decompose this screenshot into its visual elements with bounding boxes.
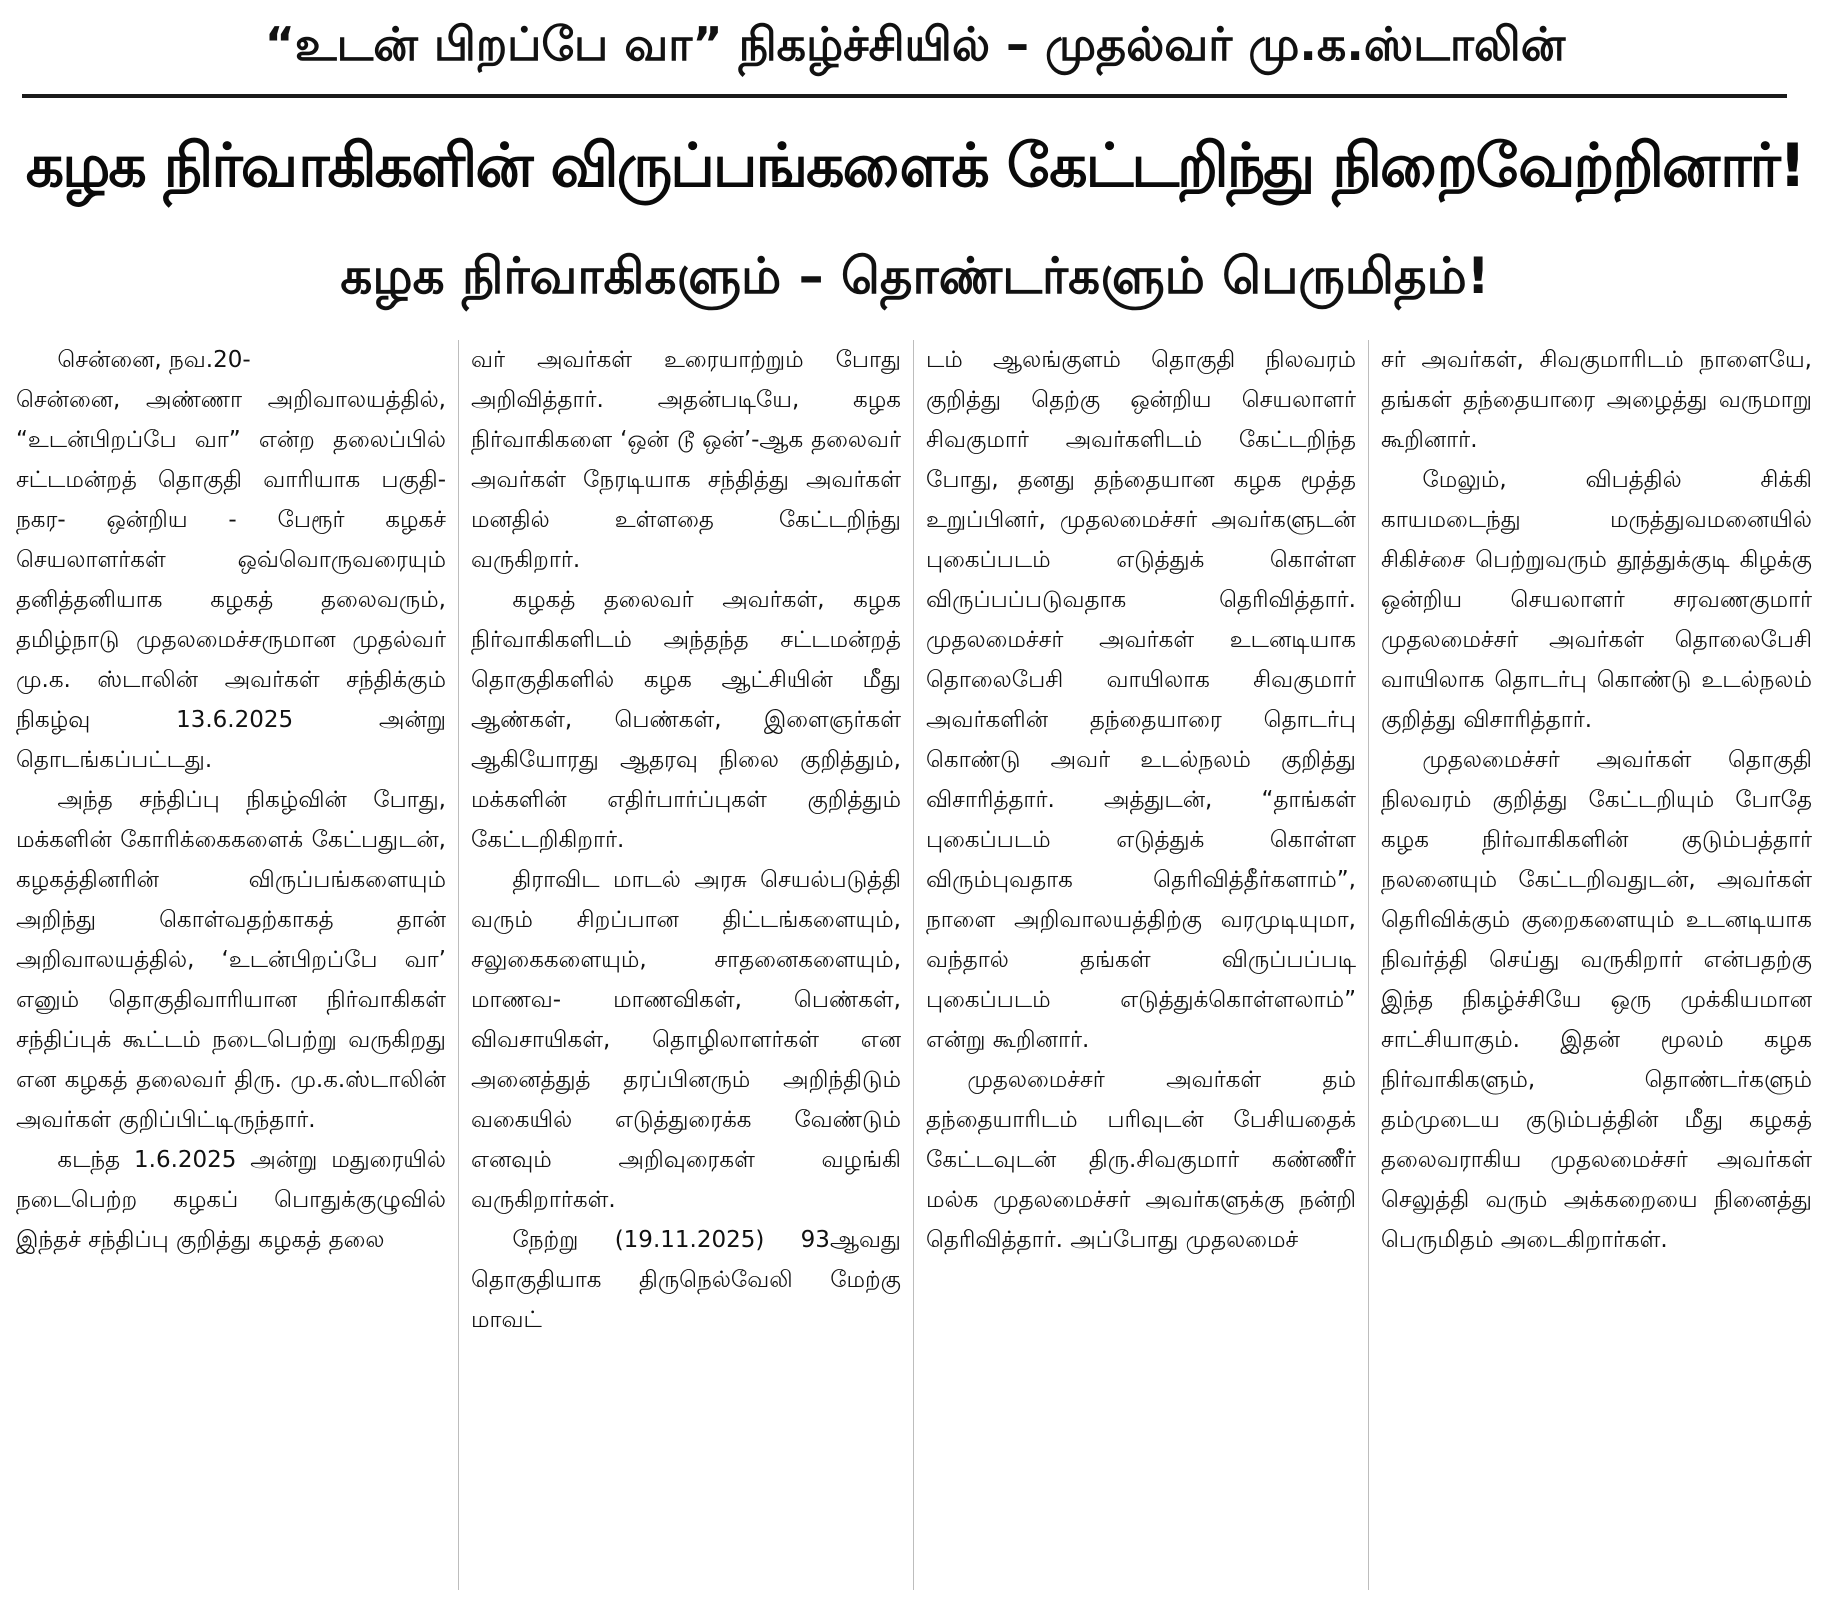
dateline: சென்னை, நவ.20-	[57, 347, 251, 373]
kicker-divider	[22, 94, 1787, 98]
kicker-line: “உடன் பிறப்பே வா” நிகழ்ச்சியில் – முதல்வர் மு.க.ஸ்டாலின்	[264, 17, 1566, 71]
subheadline: கழக நிர்வாகிகளும் – தொண்டர்களும் பெருமிதம்!	[340, 247, 1490, 305]
paragraph: மேலும், விபத்தில் சிக்கி காயமடைந்து மருத்துவமனையில் சிகிச்சை பெற்றுவரும் தூத்துக்குடி கிழக்கு ஒன்றிய செயலாளர் சரவணகுமார் முதலமைச்சர் அவர்கள் தொலைபேசி வாயிலாக தொடர்பு கொண்டு உடல்நலம் குறித்து விசாரித்தார்.	[1381, 467, 1812, 733]
paragraph: திராவிட மாடல் அரசு செயல்படுத்தி வரும் சிறப்பான திட்டங்களையும், சலுகைகளையும், சாதனைகளையும், மாணவ- மாணவிகள், பெண்கள், விவசாயிகள், தொழிலாளர்கள் என அனைத்துத் தரப்பினரும் அறிந்திடும் வகையில் எடுத்துரைக்க வேண்டும் எனவும் அறிவுரைகள் வழங்கி வருகிறார்கள்.	[471, 867, 901, 1213]
paragraph: சர் அவர்கள், சிவகுமாரிடம் நாளையே, தங்கள் தந்தையாரை அழைத்து வருமாறு கூறினார்.	[1381, 347, 1812, 453]
headline: கழக நிர்வாகிகளின் விருப்பங்களைக் கேட்டறிந்து நிறைவேற்றினார்!	[25, 131, 1805, 201]
paragraph: சென்னை, அண்ணா அறிவாலயத்தில், “உடன்பிறப்பே வா” என்ற தலைப்பில் சட்டமன்றத் தொகுதி வாரியாக பகுதி- நகர- ஒன்றிய - பேரூர் கழகச் செயலாளர்கள் ஒவ்வொருவரையும் தனித்தனியாக கழகத் தலைவரும், தமிழ்நாடு முதலமைச்சருமான முதல்வர் மு.க. ஸ்டாலின் அவர்கள் சந்திக்கும் நிகழ்வு 13.6.2025 அன்று தொடங்கப்பட்டது.	[16, 387, 446, 773]
paragraph: வர் அவர்கள் உரையாற்றும் போது அறிவித்தார். அதன்படியே, கழக நிர்வாகிகளை ‘ஒன் டூ ஒன்’-ஆக தலைவர் அவர்கள் நேரடியாக சந்தித்து அவர்கள் மனதில் உள்ளதை கேட்டறிந்து வருகிறார்.	[471, 347, 901, 573]
paragraph: கழகத் தலைவர் அவர்கள், கழக நிர்வாகிகளிடம் அந்தந்த சட்டமன்றத் தொகுதிகளில் கழக ஆட்சியின் மீது ஆண்கள், பெண்கள், இளைஞர்கள் ஆகியோரது ஆதரவு நிலை குறித்தும், மக்களின் எதிர்பார்ப்புகள் குறித்தும் கேட்டறிகிறார்.	[471, 587, 901, 853]
paragraph: அந்த சந்திப்பு நிகழ்வின் போது, மக்களின் கோரிக்கைகளைக் கேட்பதுடன், கழகத்தினரின் விருப்பங்களையும் அறிந்து கொள்வதற்காகத் தான் அறிவாலயத்தில், ‘உடன்பிறப்பே வா’ எனும் தொகுதிவாரியான நிர்வாகிகள் சந்திப்புக் கூட்டம் நடைபெற்று வருகிறது என கழகத் தலைவர் திரு. மு.க.ஸ்டாலின் அவர்கள் குறிப்பிட்டிருந்தார்.	[16, 787, 446, 1133]
column-1	[4, 340, 459, 1590]
paragraph: கடந்த 1.6.2025 அன்று மதுரையில் நடைபெற்ற கழகப் பொதுக்குழுவில் இந்தச் சந்திப்பு குறித்து கழகத் தலை	[16, 1147, 446, 1253]
paragraph: டம் ஆலங்குளம் தொகுதி நிலவரம் குறித்து தெற்கு ஒன்றிய செயலாளர் சிவகுமார் அவர்களிடம் கேட்டறிந்த போது, தனது தந்தையான கழக மூத்த உறுப்பினர், முதலமைச்சர் அவர்களுடன் புகைப்படம் எடுத்துக் கொள்ள விருப்பப்படுவதாக தெரிவித்தார். முதலமைச்சர் அவர்கள் உடனடியாக தொலைபேசி வாயிலாக சிவகுமார் அவர்களின் தந்தையாரை தொடர்பு கொண்டு அவர் உடல்நலம் குறித்து விசாரித்தார். அத்துடன், “தாங்கள் புகைப்படம் எடுத்துக் கொள்ள விரும்புவதாக தெரிவித்தீர்களாம்”, நாளை அறிவாலயத்திற்கு வரமுடியுமா, வந்தால் தங்கள் விருப்பப்படி புகைப்படம் எடுத்துக்கொள்ளலாம்” என்று கூறினார்.	[926, 347, 1356, 1053]
paragraph: நேற்று (19.11.2025) 93ஆவது தொகுதியாக திருநெல்வேலி மேற்கு மாவட்	[471, 1227, 901, 1333]
paragraph: முதலமைச்சர் அவர்கள் தம் தந்தையாரிடம் பரிவுடன் பேசியதைக் கேட்டவுடன் திரு.சிவகுமார் கண்ணீர் மல்க முதலமைச்சர் அவர்களுக்கு நன்றி தெரிவித்தார். அப்போது முதலமைச்	[926, 1067, 1356, 1253]
column-2	[459, 340, 914, 1590]
column-4	[1369, 340, 1824, 1590]
paragraph: முதலமைச்சர் அவர்கள் தொகுதி நிலவரம் குறித்து கேட்டறியும் போதே கழக நிர்வாகிகளின் குடும்பத்தார் நலனையும் கேட்டறிவதுடன், அவர்கள் தெரிவிக்கும் குறைகளையும் உடனடியாக நிவர்த்தி செய்து வருகிறார் என்பதற்கு இந்த நிகழ்ச்சியே ஒரு முக்கியமான சாட்சியாகும். இதன் மூலம் கழக நிர்வாகிகளும், தொண்டர்களும் தம்முடைய குடும்பத்தின் மீது கழகத் தலைவராகிய முதலமைச்சர் அவர்கள் செலுத்தி வரும் அக்கறையை நினைத்து பெருமிதம் அடைகிறார்கள்.	[1381, 747, 1812, 1253]
article-body	[4, 340, 1826, 1590]
column-3	[914, 340, 1369, 1590]
